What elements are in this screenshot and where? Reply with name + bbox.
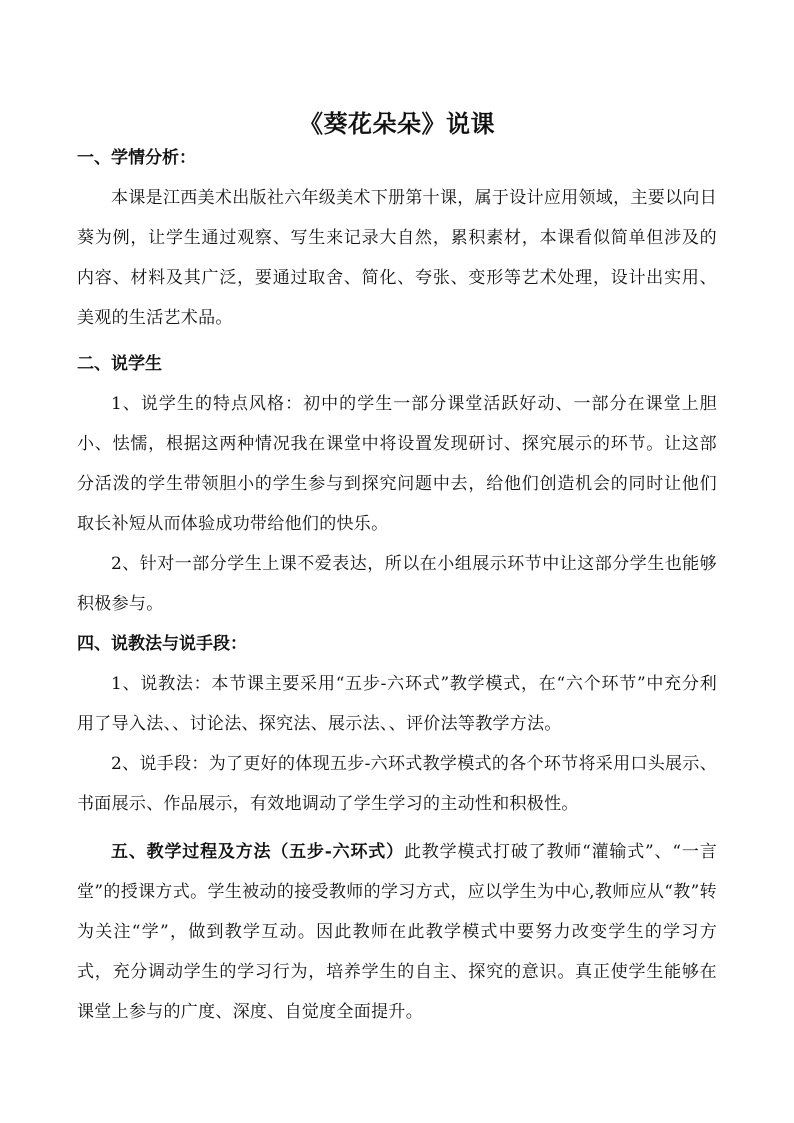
section-text-teaching-process: 此教学模式打破了教师“灌输式”、“一言堂”的授课方式。学生被动的接受教师的学习方式，应以学生为中心,教师应从“教”转为关注“学”，做到教学互动。因此教师在此教学模式中要努力改变学生的学习方式，充分调动学生的学习行为，培养学生的自主、探究的意识。真正使学生能够在课堂上参与的广度、深度、自觉度全面提升。 [77, 842, 717, 1022]
section-paragraph-students-1: 1、说学生的特点风格：初中的学生一部分课堂活跃好动、一部分在课堂上胆小、怯懦，根据这两种情况我在课堂中将设置发现研讨、探究展示的环节。让这部分活泼的学生带领胆小的学生参与到探究问题中去，给他们创造机会的同时让他们取长补短从而体验成功带给他们的快乐。 [77, 394, 717, 534]
section-paragraph-learning-analysis: 本课是江西美术出版社六年级美术下册第十课，属于设计应用领域，主要以向日葵为例，让学生通过观察、写生来记录大自然，累积素材，本课看似简单但涉及的内容、材料及其广泛，要通过取舍、简化、夸张、变形等艺术处理，设计出实用、美观的生活艺术品。 [77, 188, 717, 328]
section-heading-teaching-methods: 四、说教法与说手段： [77, 634, 247, 654]
section-paragraph-teaching-methods-2: 2、说手段：为了更好的体现五步-六环式教学模式的各个环节将采用口头展示、书面展示、作品展示，有效地调动了学生学习的主动性和积极性。 [77, 754, 717, 814]
section-paragraph-students-2: 2、针对一部分学生上课不爱表达，所以在小组展示环节中让这部分学生也能够积极参与。 [77, 554, 717, 614]
section-paragraph-teaching-methods-1: 1、说教法：本节课主要采用“五步-六环式”教学模式，在“六个环节”中充分利用了导入法、、讨论法、探究法、展示法、、评价法等教学方法。 [77, 674, 717, 734]
document-body [77, 146, 717, 1032]
section-lead-teaching-process: 五、教学过程及方法（五步-六环式） [111, 842, 404, 862]
section-heading-students: 二、说学生 [77, 354, 162, 374]
document-title: 《葵花朵朵》说课 [299, 109, 495, 138]
section-paragraph-teaching-process [77, 832, 717, 1032]
section-heading-learning-analysis: 一、学情分析： [77, 148, 196, 168]
